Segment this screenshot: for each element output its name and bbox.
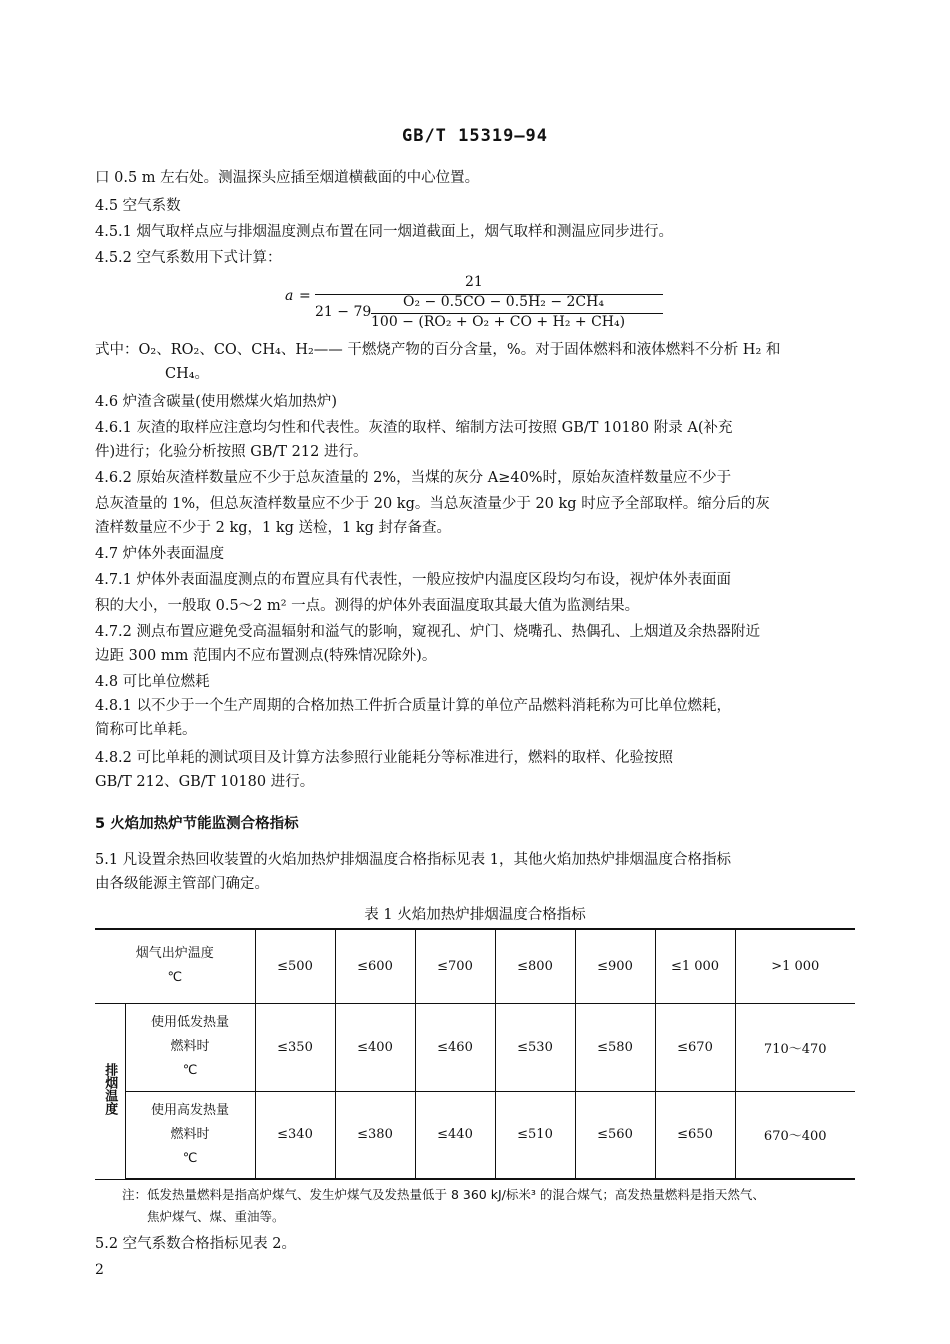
- table-note-cont: 焦炉煤气、煤、重油等。: [147, 1209, 285, 1224]
- paragraph-4-6-2: 4.6.2 原始灰渣样数量应不少于总灰渣量的 2%，当煤的灰分 A≥40%时，原始灰渣样数量应不少于: [95, 470, 732, 486]
- table-header-row: [95, 929, 855, 1003]
- formula-inner-denominator: 100 − (RO₂ + O₂ + CO + H₂ + CH₄): [371, 314, 626, 330]
- header-value: ≤500: [255, 929, 335, 1003]
- table-cell: ≤510: [495, 1091, 575, 1179]
- paragraph-4-7-1: 4.7.1 炉体外表面温度测点的布置应具有代表性，一般应按炉内温度区段均匀布设，视炉体外表面面: [95, 572, 731, 588]
- row-unit: ℃: [182, 1063, 198, 1078]
- table-cell: ≤580: [575, 1003, 655, 1091]
- formula-inner-numerator: O₂ − 0.5CO − 0.5H₂ − 2CH₄: [403, 294, 604, 310]
- formula-numerator: 21: [465, 274, 483, 290]
- section-heading-4-5: 4.5 空气系数: [95, 198, 181, 214]
- paragraph-4-5-1: 4.5.1 烟气取样点应与排烟温度测点布置在同一烟道截面上，烟气取样和测温应同步进行。: [95, 224, 673, 240]
- paragraph-5-1: 5.1 凡设置余热回收装置的火焰加热炉排烟温度合格指标见表 1，其他火焰加热炉排烟温度合格指标: [95, 852, 731, 868]
- row-label-cell: [125, 1091, 255, 1179]
- row-label: 燃料时: [170, 1039, 210, 1054]
- table-row: [95, 1091, 855, 1179]
- table-row: [95, 1003, 855, 1091]
- paragraph-4-7-2: 4.7.2 测点布置应避免受高温辐射和溢气的影响，窥视孔、炉门、烧嘴孔、热偶孔、上烟道及余热器附近: [95, 624, 760, 640]
- formula-where-line-2: CH₄。: [165, 366, 210, 382]
- formula-where-line: 式中：O₂、RO₂、CO、CH₄、H₂—— 干燃烧产物的百分含量，%。对于固体燃料和液体燃料不分析 H₂ 和: [95, 342, 781, 358]
- header-unit: ℃: [167, 970, 183, 986]
- group-label-cell: [95, 1003, 125, 1179]
- row-label: 使用低发热量: [150, 1015, 229, 1030]
- paragraph-4-6-2-cont: 总灰渣量的 1%，但总灰渣样数量应不少于 20 kg。当总灰渣量少于 20 kg 时应予全部取样。缩分后的灰: [95, 496, 770, 512]
- paragraph-5-2: 5.2 空气系数合格指标见表 2。: [95, 1236, 297, 1252]
- group-label: 排烟温度: [102, 1063, 118, 1115]
- chapter-heading-5: 5 火焰加热炉节能监测合格指标: [95, 816, 299, 832]
- table-cell: 710～470: [735, 1003, 855, 1091]
- paragraph-4-5-2: 4.5.2 空气系数用下式计算：: [95, 250, 282, 266]
- paragraph-5-1-cont: 由各级能源主管部门确定。: [95, 876, 269, 892]
- header-value: ≤900: [575, 929, 655, 1003]
- table-cell: ≤400: [335, 1003, 415, 1091]
- paragraph-4-8-2: 4.8.2 可比单耗的测试项目及计算方法参照行业能耗分等标准进行，燃料的取样、化验按照: [95, 750, 673, 766]
- section-heading-4-8: 4.8 可比单位燃耗: [95, 674, 210, 690]
- header-value: ≤800: [495, 929, 575, 1003]
- table-cell: ≤380: [335, 1091, 415, 1179]
- formula-lhs: a: [285, 288, 294, 304]
- paragraph-4-8-1: 4.8.1 以不少于一个生产周期的合格加热工件折合质量计算的单位产品燃料消耗称为可比单位燃耗，: [95, 698, 731, 714]
- flue-gas-temperature-table: [95, 928, 855, 1180]
- page-number: 2: [95, 1262, 104, 1278]
- paragraph-4-7-2-cont: 边距 300 mm 范围内不应布置测点(特殊情况除外)。: [95, 648, 437, 664]
- table-cell: ≤340: [255, 1091, 335, 1179]
- header-label-cell: [95, 929, 255, 1003]
- table-note: 注：低发热量燃料是指高炉煤气、发生炉煤气及发热量低于 8 360 kJ/标米³ 的混合煤气；高发热量燃料是指天然气、: [122, 1187, 765, 1202]
- standard-header: GB/T 15319—94: [401, 126, 549, 146]
- table-cell: ≤560: [575, 1091, 655, 1179]
- table-cell: ≤350: [255, 1003, 335, 1091]
- table-caption: 表 1 火焰加热炉排烟温度合格指标: [364, 907, 586, 923]
- table-cell: ≤440: [415, 1091, 495, 1179]
- table-cell: ≤670: [655, 1003, 735, 1091]
- header-value: ≤700: [415, 929, 495, 1003]
- table-cell: ≤650: [655, 1091, 735, 1179]
- paragraph-4-6-1-cont: 件)进行；化验分析按照 GB/T 212 进行。: [95, 444, 368, 460]
- section-heading-4-7: 4.7 炉体外表面温度: [95, 546, 225, 562]
- header-label: 烟气出炉温度: [135, 946, 214, 962]
- paragraph-4-8-2-cont: GB/T 212、GB/T 10180 进行。: [95, 774, 315, 790]
- row-unit: ℃: [182, 1150, 198, 1166]
- header-value: >1 000: [735, 929, 855, 1003]
- table-cell: ≤460: [415, 1003, 495, 1091]
- table-cell: ≤530: [495, 1003, 575, 1091]
- paragraph-4-6-2-cont-2: 渣样数量应不少于 2 kg，1 kg 送检，1 kg 封存备查。: [95, 520, 452, 536]
- formula-equals: =: [299, 288, 311, 304]
- formula-denominator-prefix: 21 − 79: [315, 304, 372, 320]
- row-label: 使用高发热量: [150, 1102, 229, 1118]
- row-label-cell: [125, 1003, 255, 1091]
- paragraph-4-6-1: 4.6.1 灰渣的取样应注意均匀性和代表性。灰渣的取样、缩制方法可按照 GB/T 10180 附录 A(补充: [95, 420, 733, 436]
- paragraph-4-7-1-cont: 积的大小，一般取 0.5～2 m² 一点。测得的炉体外表面温度取其最大值为监测结果。: [95, 598, 640, 614]
- row-label: 燃料时: [170, 1126, 210, 1142]
- section-heading-4-6: 4.6 炉渣含碳量(使用燃煤火焰加热炉): [95, 394, 337, 410]
- table-cell: 670～400: [735, 1091, 855, 1179]
- paragraph-4-8-1-cont: 简称可比单耗。: [95, 722, 197, 738]
- header-value: ≤1 000: [655, 929, 735, 1003]
- paragraph-line: 口 0.5 m 左右处。测温探头应插至烟道横截面的中心位置。: [95, 170, 480, 186]
- header-value: ≤600: [335, 929, 415, 1003]
- air-coefficient-formula: [285, 274, 665, 334]
